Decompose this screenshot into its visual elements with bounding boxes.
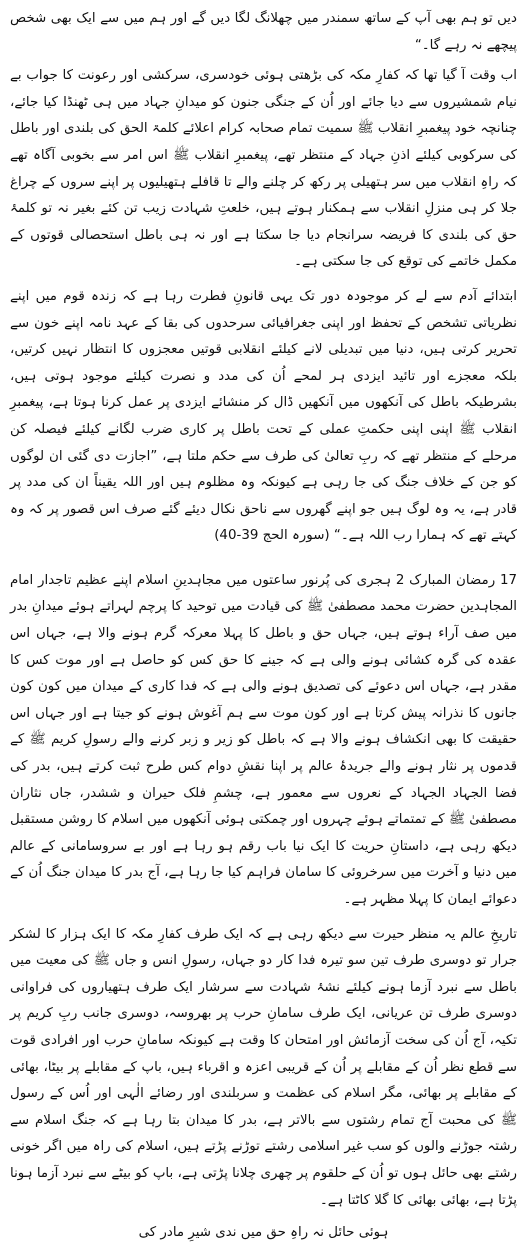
paragraph-time-for-jihad: اب وقت آ گیا تھا کہ کفارِ مکہ کی بڑھتی ہوئی خودسری، سرکشی اور رعونت کا جواب بے نیام شمشیروں سے دیا جائے اور اُن کے جنگی جنون کو میدانِ جہاد میں ہی ٹھنڈا کیا جائے، چنانچہ خود پیغمبرِ انقلاب ﷺ سمیت تمام صحابہ کرام اعلائے کلمۃ الحق کی بلندی اور باطل کی سرکوبی کیلئے اذنِ جہاد کے منتظر تھے، پیغمبرِ انقلاب ﷺ اس امر سے بخوبی آگاہ تھے کہ راہِ انقلاب میں سر ہتھیلی پر رکھ کر چلنے والے تا قافلے ہتھیلیوں پر اپنے سروں کے چراغ جلا کر ہی منزلِ انقلاب سے ہمکنار ہوتے ہیں، خلعتِ شہادت زیب تن کئے بغیر نہ تو کلمۂ حق کی بلندی کا فریضہ سرانجام دیا جا سکتا ہے اور نہ ہی باطل استحصالی قوتوں کے مکمل خاتمے کی توقع کی جا سکتی ہے۔ xyxy=(10,68,517,270)
paragraph-law-of-nature: ابتدائے آدم سے لے کر موجودہ دور تک یہی قانونِ فطرت رہا ہے کہ زندہ قوم میں اپنے نظریاتی تشخص کے تحفظ اور اپنی جغرافیائی سرحدوں کی بقا کے عہد نامہ اپنے خون سے تحریر کرتی ہیں، دنیا میں تبدیلی لانے کیلئے انقلابی قوتیں معجزوں کا انتظار نہیں کرتیں، بلکہ معجزے اور تائید ایزدی ہر لمحے اُن کی مدد و نصرت کیلئے موجود ہوتی ہیں، بشرطیکہ باطل کی آنکھوں میں آنکھیں ڈال کر منشائے ایزدی پر عمل کرنا ہوتا ہے، پیغمبرِ انقلاب ﷺ اپنی اپنی حکمتِ عملی کے تحت باطل پر کاری ضرب لگانے کیلئے فیصلہ کن مرحلے کے منتظر تھے کہ ربِ تعالیٰ کی طرف سے حکم ملتا ہے، ”اجازت دی گئی ان لوگوں کو جن کے خلاف جنگ کی جا رہی ہے کیونکہ وہ مظلوم ہیں اور اللہ یقیناً ان کی مدد پر قادر ہے، یہ وہ لوگ ہیں جو اپنے گھروں سے ناحق نکال دیئے گئے صرف اس قصور پر کہ وہ کہتے تھے کہ ہمارا رب اللہ ہے۔“ (سورہ الحج 39-40) xyxy=(10,288,517,544)
paragraph-opening-quote: دیں تو ہم بھی آپ کے ساتھ سمندر میں چھلانگ لگا دیں گے اور ہم میں سے ایک بھی شخص پیچھے نہ رہے گا۔“ xyxy=(10,11,517,53)
paragraph-ramadan-badr: 17 رمضان المبارک 2 ہجری کی پُرنور ساعتوں میں مجاہدینِ اسلام اپنے عظیم تاجدار امام المجاہدین حضرت محمد مصطفیٰ ﷺ کی قیادت میں توحید کا پرچم لہراتے ہوئے میدانِ بدر میں صف آراء ہوتے ہیں، جہاں حق و باطل کا پہلا معرکہ گرم ہونے والا ہے، جہاں اس عقدہ کی گرہ کشائی ہونے والی ہے کہ جینے کا حق کس کو حاصل ہے اور موت کس کا مقدر ہے، جہاں اس دعوئے کی تصدیق ہونے والی ہے کہ فدا کاری کے میدان میں کون کون جانوں کا نذرانہ پیش کرتا ہے اور کون موت سے ہم آغوش ہونے کو جیتا ہے اور جہاں اس حقیقت کا بھی انکشاف ہونے والا ہے کہ باطل کو زیر و زبر کرنے والے رسولِ کریم ﷺ کے قدموں پر نثار ہونے والے جریدۂ عالم پر اپنا نقشِ دوام کس طرح ثبت کرتے ہیں، بدر کی فضا الجہاد الجہاد کے نعروں سے معمور ہے، چشمِ فلک حیران و ششدر، جاں نثاران مصطفیٰ ﷺ کے تمتماتے ہوئے چہروں اور چمکتی ہوئی آنکھوں میں اسلام کا روشن مستقبل دیکھ رہی ہے، داستانِ حریت کا ایک نیا باب رقم ہو رہا ہے اور بے سروسامانی کے عالم میں دنیا و آخرت میں سرخروئی کا سامان فراہم کیا جا رہا ہے، آج بدر کا میدان جنگ اُن کے دعوائے ایمان کا پہلا مظہر ہے۔ xyxy=(10,572,517,907)
paragraph-history-witness: تاریخِ عالم یہ منظر حیرت سے دیکھ رہی ہے کہ ایک طرف کفارِ مکہ کا ایک ہزار کا لشکر جرار تو دوسری طرف تین سو تیرہ فدا کار دو جہاں، رسولِ انس و جاں ﷺ کی معیت میں باطل سے نبرد آزما ہونے کیلئے نشۂ شہادت سے سرشار ایک طرف ہتھیاروں کی فراوانی دوسری طرف تن عریانی، ایک طرف سامانِ حرب پر بھروسہ، دوسری جانب ربِ کریم پر تکیہ، آج اُن کی سخت آزمائش اور امتحان کا وقت ہے کیونکہ سامانِ حرب اور افرادی قوت سے قطع نظر اُن کے مقابلے پر اُن کے قریبی اعزہ و اقرباء ہیں، باپ کے مقابلے پر بیٹا، بھائی کے مقابلے پر بھائی، مگر اسلام کی عظمت و سربلندی اور رضائے الٰہی اور اُس کے رسول ﷺ کی محبت آج تمام رشتوں سے بالاتر ہے، بدر کا میدان بتا رہا ہے کہ جنگ اسلام سے رشتہ جوڑنے والوں کو سب غیر اسلامی رشتے توڑنے پڑتے ہیں، اسلام کی راہ میں اگر خونی رشتے بھی حائل ہوں تو اُن کے حلقوم پر چھری چلانا پڑتی ہے، باپ کو بیٹے سے نبرد آزما ہونا پڑتا ہے، بھائی بھائی کا گلا کاٹتا ہے۔ xyxy=(10,926,517,1208)
closing-verse: ہوئی حائل نہ راہِ حق میں ندی شیرِ مادر کی xyxy=(138,1225,389,1241)
